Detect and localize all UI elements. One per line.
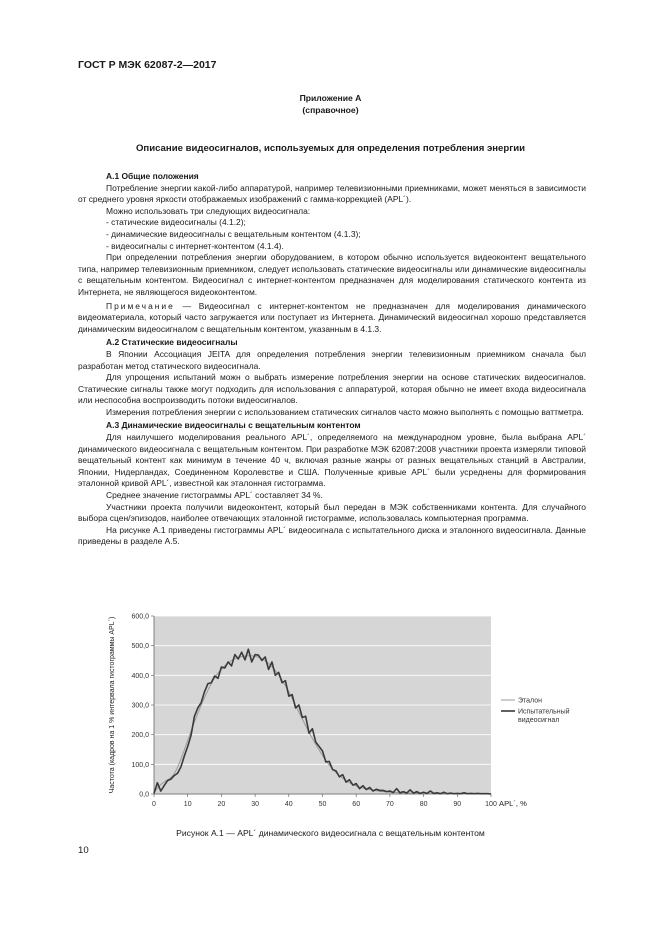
y-tick-label: 500,0: [131, 643, 149, 651]
section-a2-paragraph: В Японии Ассоциация JEITA для определения потребления энергии телевизионным приемником сначала был разработан метод статического видеосигнала.: [78, 348, 586, 371]
x-tick-label: 40: [284, 801, 293, 808]
section-a2-heading: А.2 Статические видеосигналы: [106, 337, 238, 348]
annex-title: Приложение А: [299, 93, 362, 103]
apl-histogram-chart: [78, 600, 586, 820]
legend-label-test-signal-line1: Испытательный: [518, 708, 570, 716]
x-tick-label: 0: [152, 801, 156, 808]
y-tick-label: 300,0: [131, 702, 149, 710]
list-item: - статические видеосигналы (4.1.2);: [106, 217, 246, 228]
section-a2-paragraph: Для упрощения испытаний можн о выбрать измерение потребления энергии на основе статических видеосигналов. Статические сигналы также могут подходить для использования с аппаратурой, которая обычно не имеет входа видеосигнала или неспособна воспроизводить потоки видеосигналов.: [78, 372, 586, 406]
main-title: Описание видеосигналов, используемых для определения потребления энергии: [135, 143, 526, 154]
x-tick-label: 60: [352, 801, 361, 808]
legend: [501, 698, 570, 725]
page-number: 10: [78, 845, 89, 856]
x-tick-label: 20: [217, 801, 226, 808]
y-tick-label: 0,0: [139, 791, 149, 799]
y-tick-label: 100,0: [131, 761, 149, 769]
x-tick-label: 100: [485, 801, 497, 808]
note: [78, 301, 586, 336]
annex-subtitle: (справочное): [302, 105, 359, 115]
list-item: - видеосигналы с интернет-контентом (4.1.4).: [106, 240, 284, 251]
y-axis-label: Частота (кадров на 1 % интервала гистограммы APL´): [109, 616, 116, 794]
x-tick-label: 10: [183, 801, 192, 808]
figure-caption: Рисунок А.1 — APL´ динамического видеосигнала с вещательным контентом: [176, 828, 485, 838]
legend-label-reference: Эталон: [518, 697, 542, 705]
note-label: Примечание: [106, 300, 175, 311]
x-tick-label: 70: [386, 801, 394, 808]
figure-a1: [78, 600, 586, 820]
note-text: — Видеосигнал с интернет-контентом не предназначен для моделирования динамического видеоматериала, который часто загружается или поступает из Интернета. Динамический видеосигнал хорошо представляется динамическим видеосигналом с вещательным контентом, указанным в 4.1.3.: [78, 300, 586, 334]
list-item: - динамические видеосигналы с вещательным контентом (4.1.3);: [106, 228, 361, 239]
x-axis-label: APL´, %: [499, 799, 527, 808]
y-tick-label: 400,0: [131, 672, 149, 680]
y-tick-label: 200,0: [131, 732, 149, 740]
section-a1-paragraph: При определении потребления энергии оборудованием, в котором обычно используется видеоконтент вещательного типа, например телевизионным приемником, следует использовать статические видеосигналы или динамические видеосигналы с вещательным контентом. Видеосигнал с интернет-контентом предназначен для моделирования статического контента из Интернета, не являющегося видеоконтентом.: [78, 252, 586, 297]
legend-label-test-signal-line2: видеосигнал: [518, 717, 560, 724]
section-a3-paragraph: На рисунке А.1 приведены гистограммы APL´ видеосигнала с испытательного диска и эталонного видеосигнала. Данные приведены в разделе А.5.: [78, 524, 586, 547]
section-a2-paragraph: Измерения потребления энергии с использованием статических сигналов часто можно выполнять с помощью ваттметра.: [106, 406, 584, 417]
x-tick-label: 50: [318, 801, 327, 808]
section-a3-paragraph: Участники проекта получили видеоконтент, который был передан в МЭК собственниками контента. Для случайного выбора сцен/эпизодов, наиболее отвечающих эталонной гистограмме, использовалась компьютерная программа.: [78, 501, 586, 524]
x-tick-label: 30: [251, 801, 259, 808]
document-body: [78, 169, 586, 548]
x-tick-label: 80: [419, 801, 428, 808]
section-a1-heading: А.1 Общие положения: [106, 171, 199, 181]
y-tick-label: 600,0: [131, 613, 149, 621]
section-a3-paragraph: Среднее значение гистограммы APL´ составляет 34 %.: [106, 490, 323, 501]
section-a1-paragraph: Потребление энергии какой-либо аппаратурой, например телевизионными приемниками, может меняться в зависимости от среднего уровня яркости отображаемых изображений с гамма-коррекцией (APL´).: [78, 182, 586, 205]
section-a3-paragraph: Для наилучшего моделирования реального APL´, определяемого на международном уровне, была выбрана APL´ динамического видеосигнала с вещательным контентом. При разработке МЭК 62087:2008 участники проекта измеряли типовой вещательный контент как минимум в течение 40 ч, включая разные жанры от разных вещательных станций в Австралии, Японии, Нидерландах, Соединенном Королевстве и США. Полученные кривые APL´ были усреднены для формирования эталонной кривой APL´, известной как эталонная гистограмма.: [78, 432, 586, 489]
annex-heading: [0, 92, 661, 116]
standard-header: ГОСТ Р МЭК 62087-2—2017: [78, 59, 217, 71]
section-a3-heading: А.3 Динамические видеосигналы с вещательным контентом: [106, 420, 361, 431]
x-tick-label: 90: [453, 801, 462, 808]
section-a1-paragraph: Можно использовать три следующих видеосигнала:: [106, 205, 311, 216]
